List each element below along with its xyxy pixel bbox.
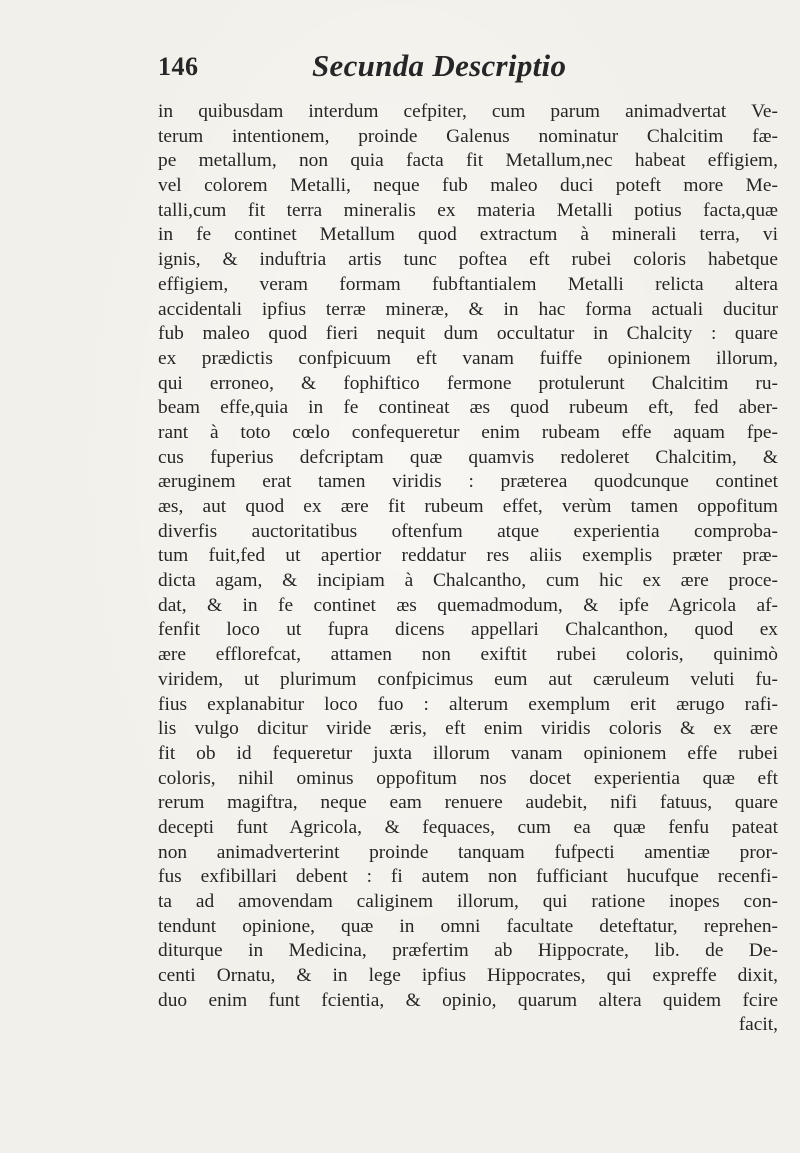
text-line: decepti funt Agricola, & fequaces, cum ea quæ fenfu pateat [158,816,778,838]
text-line: terum intentionem, proinde Galenus nominatur Chalcitim fæ- [158,125,778,147]
text-line: fub maleo quod fieri nequit dum occultatur in Chalcity : quare [158,323,778,345]
text-line: beam effe,quia in fe contineat æs quod rubeum eft, fed aber- [158,397,778,419]
text-line: æruginem erat tamen viridis : præterea quodcunque continet [158,471,778,493]
text-line: fus exfibillari debent : fi autem non fufficiant hucufque recenfi- [158,866,778,888]
text-line: ta ad amovendam caliginem illorum, qui ratione inopes con- [158,891,778,912]
text-line: dicta agam, & incipiam à Chalcantho, cum hic ex ære proce- [158,570,778,592]
text-line: viridem, ut plurimum confpicimus eum aut cæruleum veluti fu- [158,668,778,690]
text-line: diverfis auctoritatibus oftenfum atque experientia comproba- [158,520,778,542]
text-line: cus fuperius defcriptam quæ quamvis redoleret Chalcitim, & [158,446,778,468]
text-line: lis vulgo dicitur viride æris, eft enim viridis coloris & ex ære [158,718,778,740]
text-line: rerum magiftra, neque eam renuere audebit, nifi fatuus, quare [158,792,778,814]
text-line: talli,cum fit terra mineralis ex materia Metalli potius facta,quæ [158,199,778,221]
running-head: Secunda Descriptio [312,48,567,83]
text-line: pe metallum, non quia facta fit Metallum,nec habeat effigiem, [158,150,778,172]
text-line: æs, aut quod ex ære fit rubeum effet, verùm tamen oppofitum [158,496,778,517]
text-line: vel colorem Metalli, neque fub maleo duci poteft more Me- [158,175,778,197]
text-line: ignis, & induftria artis tunc poftea eft rubei coloris habetque [158,249,778,271]
text-line: in quibusdam interdum cefpiter, cum parum animadvertat Ve- [158,101,778,122]
text-line: fenfit loco ut fupra dicens appellari Chalcanthon, quod ex [158,619,778,641]
text-line: effigiem, veram formam fubftantialem Metalli relicta altera [158,273,778,295]
body-text [158,100,778,1038]
page-number: 146 [158,52,199,81]
text-line: facit, [738,1014,778,1036]
text-line: centi Ornatu, & in lege ipfius Hippocrates, qui expreffe dixit, [158,965,778,987]
text-line: ex prædictis confpicuum eft vanam fuiffe opinionem illorum, [158,347,778,369]
text-line: accidentali ipfius terræ mineræ, & in hac forma actuali ducitur [158,298,778,320]
text-line: in fe continet Metallum quod extractum à minerali terra, vi [158,224,778,246]
text-line: non animadverterint proinde tanquam fufpecti amentiæ pror- [158,841,778,863]
text-line: fit ob id fequeretur juxta illorum vanam opinionem effe rubei [158,742,778,764]
text-line: diturque in Medicina, præfertim ab Hippocrate, lib. de De- [158,940,778,962]
text-line: dat, & in fe continet æs quemadmodum, & ipfe Agricola af- [158,594,778,616]
text-line: fius explanabitur loco fuo : alterum exemplum erit ærugo rafi- [158,693,778,715]
text-line: ære efflorefcat, attamen non exiftit rubei coloris, quinimò [158,644,778,666]
text-line: qui erroneo, & fophiftico fermone protulerunt Chalcitim ru- [158,372,778,394]
text-line: rant à toto cœlo confequeretur enim rubeam effe aquam fpe- [158,421,778,443]
text-line: duo enim funt fcientia, & opinio, quarum altera quidem fcire [158,989,778,1011]
text-line: tum fuit,fed ut apertior reddatur res aliis exemplis præter præ- [158,545,778,567]
text-line: coloris, nihil ominus oppofitum nos docet experientia quæ eft [158,767,778,789]
text-line: tendunt opinione, quæ in omni facultate deteftatur, reprehen- [158,915,778,937]
